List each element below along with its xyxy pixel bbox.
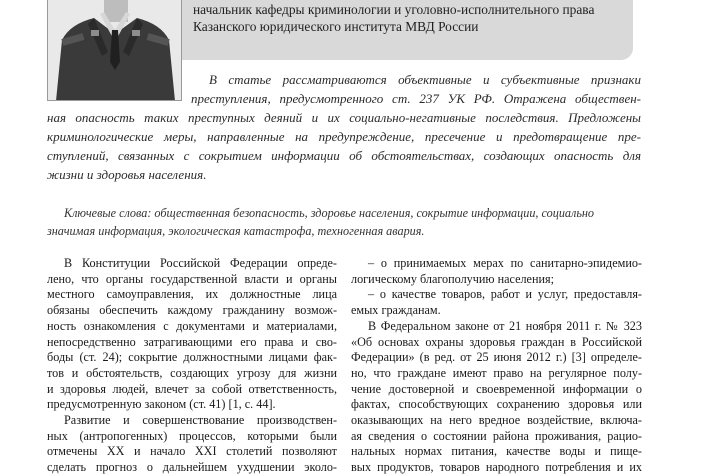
body-line: чение достоверной и своевременной информации о — [351, 381, 642, 396]
body-line: но, что граждане имеют право на регулярное полу- — [351, 365, 642, 380]
body-line: лено, что органы государственной власти и органы — [47, 271, 337, 286]
body-line: Федерации» (в ред. от 25 июня 2012 г.) [3] определе- — [351, 350, 642, 365]
abstract-line: преступления, предусмотренного ст. 237 УК РФ. Отражена обществен- — [191, 91, 641, 106]
body-line: боды (ст. 24); сокрытие должностными лицами фак- — [47, 350, 337, 365]
body-line: ая сведения о состоянии района проживания, рацио- — [351, 428, 642, 443]
abstract — [47, 70, 641, 184]
body-line: местного самоуправления, их должностные лица — [47, 287, 337, 302]
body-line: логическому благополучию населения; — [351, 271, 555, 286]
body-line: Развитие и совершенствование производствен- — [64, 413, 337, 428]
abstract-line: криминологические меры, направленные на предупреждение, пресечение и предотвращение пре- — [47, 129, 641, 144]
abstract-line: ступлений, связанных с сокрытием информации об обстоятельствах, создающих опасность для — [47, 148, 641, 163]
body-line: В Федеральном законе от 21 ноября 2011 г. № 323 — [368, 318, 642, 333]
body-line: емых гражданам. — [351, 303, 441, 318]
body-line: вых продуктов, товаров народного потребления и их — [351, 460, 642, 475]
body-line: оказывающих на него вредное воздействие, включа- — [351, 413, 642, 428]
keywords-line: Ключевые слова: общественная безопасность, здоровье населения, сокрытие информации, социально — [64, 206, 595, 220]
body-line: нальных нормах питания, качестве воды и пище- — [351, 444, 642, 459]
abstract-line: В статье рассматриваются объективные и субъективные признаки — [209, 72, 641, 87]
author-affiliation-panel — [182, 0, 633, 60]
body-line: отмечены XX и начало XXI столетий позволяют — [47, 444, 337, 459]
author-position: начальник кафедры криминологии и уголовно-исполнительного права — [193, 2, 595, 17]
keywords — [47, 204, 641, 240]
body-line: В Конституции Российской Федерации опреде- — [64, 256, 337, 270]
body-column-right — [351, 256, 642, 476]
body-column-left — [47, 256, 337, 476]
body-line: фактах, способствующих сохранению здоровья или — [351, 397, 642, 412]
body-line: предусмотренную законом (ст. 41) [1, с. 44]. — [47, 397, 276, 412]
abstract-line: ная опасность таких преступных деяний и их социально-негативные последствия. Предложены — [47, 110, 641, 125]
body-line: ность ознакомления с документами и материалами, — [47, 318, 337, 333]
body-line: – о качестве товаров, работ и услуг, предоставля- — [368, 287, 642, 302]
body-line: и здоровья людей, влечет за собой ответственность, — [47, 381, 337, 396]
body-line: сделать прогноз о дальнейшем ухудшении эколо- — [47, 460, 337, 475]
body-line: ных (антропогенных) процессов, которыми были — [47, 428, 337, 443]
keywords-line: значимая информация, экологическая катастрофа, техногенная авария. — [47, 224, 425, 238]
body-line: – о принимаемых мерах по санитарно-эпидемио- — [368, 256, 642, 270]
body-line: тов и обстоятельств, создающих угрозу для жизни — [47, 365, 337, 380]
author-institution: Казанского юридического института МВД России — [193, 19, 479, 34]
abstract-line: жизни и здоровья населения. — [47, 167, 207, 182]
body-line: непосредственно затрагивающими его права и сво- — [47, 334, 337, 349]
body-line: обязаны обеспечить каждому гражданину возмож- — [47, 303, 337, 318]
body-line: «Об основах охраны здоровья граждан в Российской — [351, 334, 642, 349]
